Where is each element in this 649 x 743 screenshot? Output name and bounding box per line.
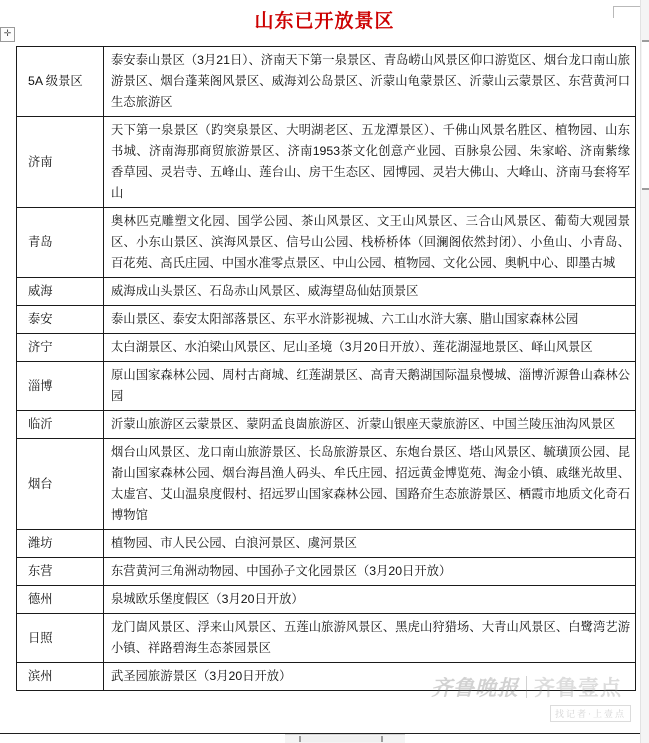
scenic-areas-table — [16, 46, 636, 691]
row-region-label: 5A 级景区 — [17, 47, 104, 117]
row-items-cell: 泉城欧乐堡度假区（3月20日开放） — [104, 586, 636, 614]
table-row — [17, 530, 636, 558]
row-items-cell: 龙门崮风景区、浮来山风景区、五莲山旅游风景区、黑虎山狩猎场、大青山风景区、白鹭湾艺游小镇、祥路碧海生态茶园景区 — [104, 614, 636, 663]
watermark-brand-left: 齐鲁晚报 — [431, 676, 519, 700]
row-region-label: 东营 — [17, 558, 104, 586]
row-region-label: 济南 — [17, 117, 104, 208]
row-region-label: 日照 — [17, 614, 104, 663]
table-row — [17, 558, 636, 586]
row-items-cell: 泰山景区、泰安太阳部落景区、东平水浒影视城、六工山水浒大寨、腊山国家森林公园 — [104, 306, 636, 334]
row-region-label: 潍坊 — [17, 530, 104, 558]
horizontal-scrollbar[interactable] — [285, 734, 405, 743]
row-region-label: 泰安 — [17, 306, 104, 334]
table-row — [17, 117, 636, 208]
vertical-scrollbar-thumb[interactable] — [642, 40, 649, 190]
table-row — [17, 439, 636, 530]
table-row — [17, 208, 636, 278]
row-items-cell: 奥林匹克雕塑文化园、国学公园、茶山风景区、文王山风景区、三合山风景区、葡萄大观园景区、小东山景区、滨海风景区、信号山公园、栈桥桥体（回澜阁依然封闭）、小鱼山、小青岛、百花苑、高氏庄园、中国水准零点景区、中山公园、植物园、文化公园、奥帆中心、即墨古城 — [104, 208, 636, 278]
row-items-cell: 原山国家森林公园、周村古商城、红莲湖景区、高青天鹅湖国际温泉慢城、淄博沂源鲁山森林公园 — [104, 362, 636, 411]
row-items-cell: 太白湖景区、水泊梁山风景区、尼山圣境（3月20日开放）、莲花湖湿地景区、峄山风景区 — [104, 334, 636, 362]
row-items-cell: 烟台山风景区、龙口南山旅游景区、长岛旅游景区、东炮台景区、塔山风景区、毓璜顶公园、昆嵛山国家森林公园、烟台海昌渔人码头、牟氏庄园、招远黄金博览苑、淘金小镇、戚继光故里、太虚宫、艾山温泉度假村、招远罗山国家森林公园、国路夼生态旅游景区、栖霞市地质文化奇石博物馆 — [104, 439, 636, 530]
row-region-label: 威海 — [17, 278, 104, 306]
horizontal-scrollbar-thumb[interactable] — [299, 736, 383, 742]
row-region-label: 德州 — [17, 586, 104, 614]
table-row — [17, 586, 636, 614]
row-region-label: 临沂 — [17, 411, 104, 439]
table-row — [17, 411, 636, 439]
vertical-scrollbar[interactable] — [640, 0, 649, 743]
page-margin-mark-icon — [613, 6, 641, 18]
table-row — [17, 362, 636, 411]
page-title: 山东已开放景区 — [254, 11, 395, 32]
row-region-label: 滨州 — [17, 663, 104, 691]
table-row — [17, 47, 636, 117]
table-body — [17, 47, 636, 691]
row-region-label: 烟台 — [17, 439, 104, 530]
table-row — [17, 663, 636, 691]
table-row — [17, 614, 636, 663]
row-items-cell: 威海成山头景区、石岛赤山风景区、威海望岛仙姑顶景区 — [104, 278, 636, 306]
row-items-cell: 植物园、市人民公园、白浪河景区、虞河景区 — [104, 530, 636, 558]
table-row — [17, 278, 636, 306]
row-items-cell: 天下第一泉景区（趵突泉景区、大明湖老区、五龙潭景区）、千佛山风景名胜区、植物园、山东书城、济南海那商贸旅游景区、济南1953茶文化创意产业园、百脉泉公园、朱家峪、济南紫缘香草园、灵岩寺、五峰山、莲台山、房干生态区、园博园、灵岩大佛山、大峰山、济南马套将军山 — [104, 117, 636, 208]
row-region-label: 淄博 — [17, 362, 104, 411]
row-items-cell: 沂蒙山旅游区云蒙景区、蒙阴孟良崮旅游区、沂蒙山银座天蒙旅游区、中国兰陵压油沟风景区 — [104, 411, 636, 439]
table-container — [0, 46, 649, 691]
row-items-cell: 武圣园旅游景区（3月20日开放） — [104, 663, 636, 691]
watermark-subtitle: 找记者·上壹点 — [550, 705, 631, 722]
row-region-label: 济宁 — [17, 334, 104, 362]
table-move-handle-icon[interactable]: ✛ — [0, 27, 15, 42]
table-row — [17, 334, 636, 362]
row-items-cell: 泰安泰山景区（3月21日）、济南天下第一泉景区、青岛崂山风景区仰口游览区、烟台龙口南山旅游景区、烟台蓬莱阁风景区、威海刘公岛景区、沂蒙山龟蒙景区、沂蒙山云蒙景区、东营黄河口生态旅游区 — [104, 47, 636, 117]
table-row — [17, 306, 636, 334]
watermark-brand-right: 齐鲁壹点 — [534, 676, 622, 700]
row-region-label: 青岛 — [17, 208, 104, 278]
row-items-cell: 东营黄河三角洲动物园、中国孙子文化园景区（3月20日开放） — [104, 558, 636, 586]
